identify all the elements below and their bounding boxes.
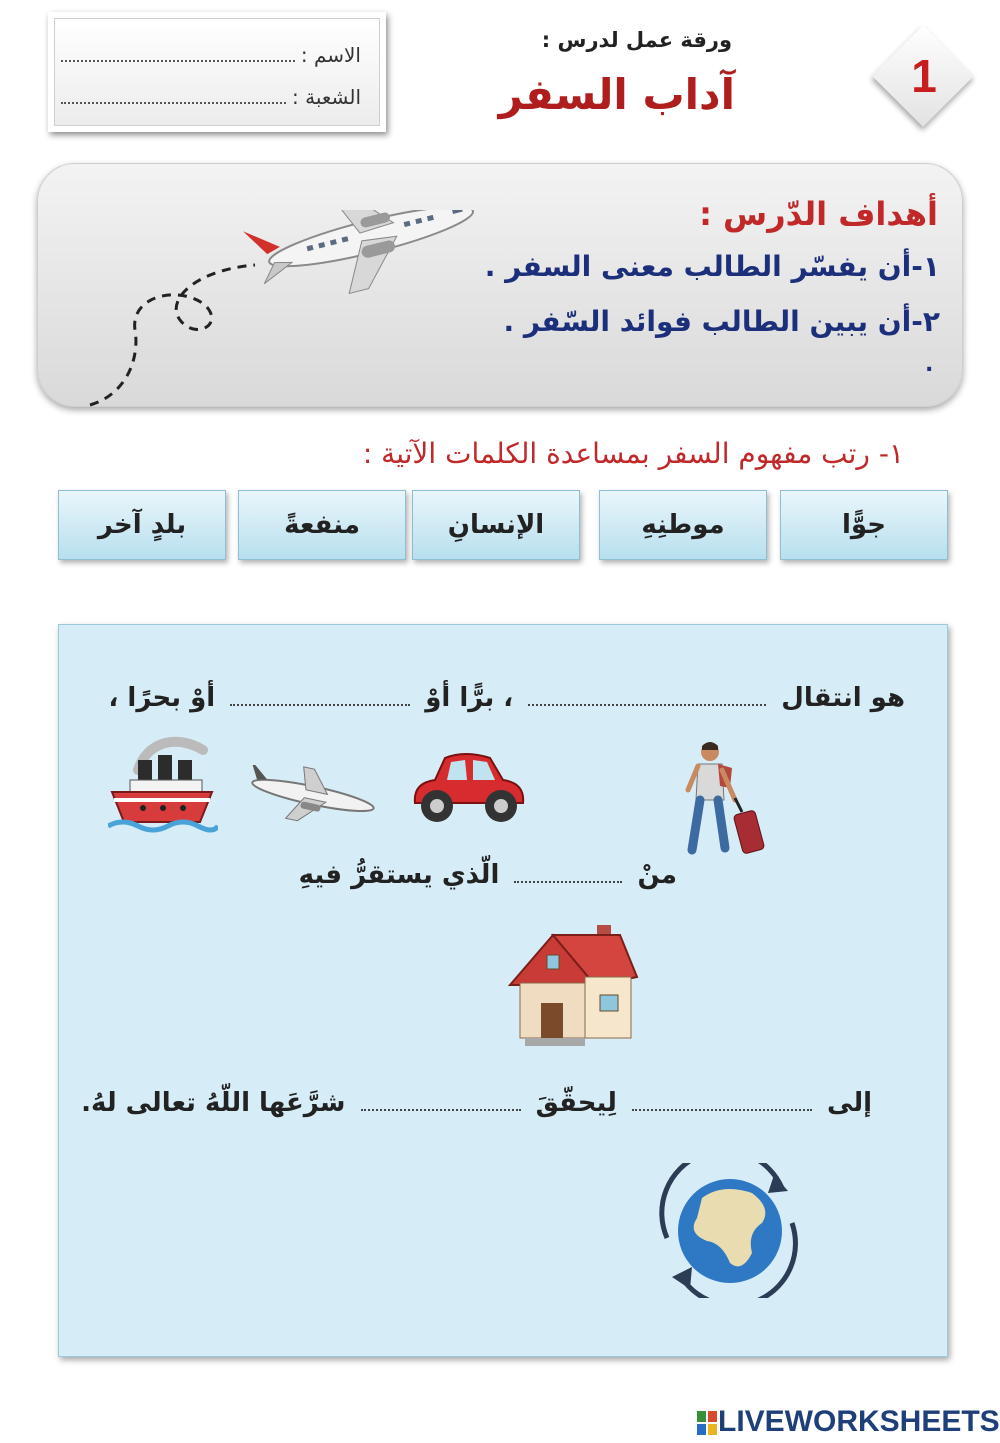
house-icon	[505, 915, 640, 1053]
name-input-line[interactable]	[61, 60, 295, 62]
word-tile-mawtinih[interactable]: موطنِهِ	[599, 490, 767, 560]
page-title: آداب السفر	[498, 70, 735, 119]
airplane-icon	[243, 765, 378, 825]
section-input-line[interactable]	[61, 102, 286, 104]
goal-trailing-dot: .	[925, 352, 934, 377]
name-field[interactable]	[61, 43, 361, 67]
ship-icon	[108, 730, 218, 835]
globe-icon	[652, 1163, 807, 1298]
traveler-icon	[680, 740, 775, 858]
blank-2[interactable]	[230, 703, 410, 706]
blank-4[interactable]	[632, 1108, 812, 1111]
airplane-dashed-path-icon	[85, 210, 485, 410]
liveworksheets-logo-text: LIVEWORKSHEETS	[718, 1405, 1000, 1438]
definition-line-3	[81, 1088, 872, 1118]
line2-end: الّذي يستقرُّ فيهِ	[298, 860, 500, 890]
goal-item-2: ٢-أن يبين الطالب فوائد السّفر .	[503, 305, 940, 338]
line2-start: منْ	[637, 860, 677, 890]
blank-1[interactable]	[528, 703, 766, 706]
worksheet-label: ورقة عمل لدرس :	[541, 28, 732, 52]
line1-start: هو انتقال	[781, 683, 905, 713]
line1-end: أوْ بحرًا ،	[108, 683, 216, 713]
definition-line-1	[109, 683, 906, 713]
word-tile-jawwan[interactable]: جوًّا	[780, 490, 948, 560]
line3-mid: لِيحقّقَ	[535, 1088, 617, 1118]
line1-mid: ، برًّا أوْ	[425, 683, 514, 713]
blank-5[interactable]	[361, 1108, 521, 1111]
student-info-box	[48, 12, 386, 132]
definition-line-2	[299, 860, 677, 890]
line3-start: إلى	[827, 1088, 872, 1118]
name-label: الاسم :	[300, 43, 361, 67]
lesson-number: 1	[911, 50, 937, 102]
goals-heading: أهداف الدّرس :	[699, 195, 938, 233]
section-field[interactable]	[61, 85, 361, 109]
word-tile-alinsan[interactable]: الإنسانِ	[412, 490, 580, 560]
word-tile-manfaa[interactable]: منفعةً	[238, 490, 406, 560]
liveworksheets-logo-icon	[697, 1411, 717, 1435]
line3-end: شرَّعَها اللّهُ تعالى لهُ.	[81, 1088, 346, 1118]
word-tile-balad-akhar[interactable]: بلدٍ آخر	[58, 490, 226, 560]
question-1: ١- رتب مفهوم السفر بمساعدة الكلمات الآتية :	[362, 437, 904, 470]
goal-item-1: ١-أن يفسّر الطالب معنى السفر .	[484, 250, 940, 283]
section-label: الشعبة :	[292, 85, 361, 109]
blank-3[interactable]	[514, 880, 622, 883]
car-icon	[405, 748, 530, 828]
